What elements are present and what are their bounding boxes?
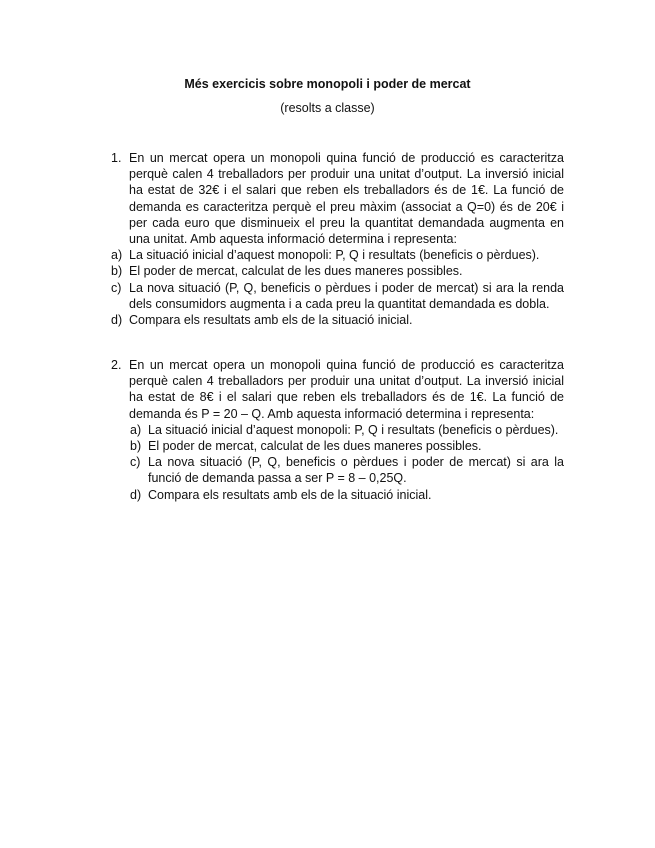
- exercise-text: En un mercat opera un monopoli quina funció de producció es caracteritza perquè calen 4 treballadors per produir una unitat d’output. La inversió inicial ha estat de 32€ i el salari que reben els treballadors és de 1€. La funció de demanda es caracteritza perquè el preu màxim (associat a Q=0) és de 20€ i per cada euro que disminueix el preu la quantitat demandada augmenta en una unitat. Amb aquesta informació determina i representa:: [129, 151, 564, 247]
- exercise-statement: [111, 150, 564, 247]
- question-item: [111, 263, 564, 279]
- question-marker: b): [130, 439, 142, 454]
- exercise-number: 2.: [111, 358, 122, 372]
- question-list: [111, 247, 564, 328]
- question-text: Compara els resultats amb els de la situació inicial.: [148, 487, 432, 502]
- question-text: La situació inicial d’aquest monopoli: P, Q i resultats (beneficis o pèrdues).: [148, 422, 559, 437]
- page-subtitle: (resolts a classe): [280, 101, 375, 115]
- question-marker: c): [130, 455, 141, 470]
- exercise-number: 1.: [111, 151, 122, 165]
- question-list: [111, 422, 564, 503]
- question-item: [130, 454, 564, 486]
- exercise-text: En un mercat opera un monopoli quina funció de producció es caracteritza perquè calen 4 treballadors per produir una unitat d’output. La inversió inicial ha estat de 8€ i el salari que reben els treballadors és de 1€. La funció de demanda és P = 20 – Q. Amb aquesta informació determina i representa:: [129, 358, 564, 421]
- question-marker: a): [111, 248, 123, 263]
- exercise-1: [111, 150, 564, 328]
- question-marker: d): [130, 487, 142, 502]
- question-item: [111, 247, 564, 263]
- question-item: [111, 280, 564, 312]
- question-item: [130, 438, 564, 454]
- exercise-2: [111, 357, 564, 503]
- question-item: [130, 487, 564, 503]
- question-marker: b): [111, 264, 123, 279]
- question-item: [111, 312, 564, 328]
- exercise-statement: [111, 357, 564, 422]
- page-title: Més exercicis sobre monopoli i poder de mercat: [184, 77, 471, 91]
- question-item: [130, 422, 564, 438]
- question-text: La nova situació (P, Q, beneficis o pèrdues i poder de mercat) si ara la renda dels consumidors augmenta i a cada preu la quantitat demandada es dobla.: [129, 280, 564, 311]
- question-marker: a): [130, 422, 142, 437]
- question-text: La situació inicial d’aquest monopoli: P, Q i resultats (beneficis o pèrdues).: [129, 248, 540, 263]
- question-text: La nova situació (P, Q, beneficis o pèrdues i poder de mercat) si ara la funció de demanda passa a ser P = 8 – 0,25Q.: [148, 455, 564, 486]
- question-text: El poder de mercat, calculat de les dues maneres possibles.: [129, 264, 463, 279]
- question-marker: c): [111, 280, 122, 295]
- question-text: Compara els resultats amb els de la situació inicial.: [129, 313, 413, 328]
- question-marker: d): [111, 313, 123, 328]
- question-text: El poder de mercat, calculat de les dues maneres possibles.: [148, 439, 482, 454]
